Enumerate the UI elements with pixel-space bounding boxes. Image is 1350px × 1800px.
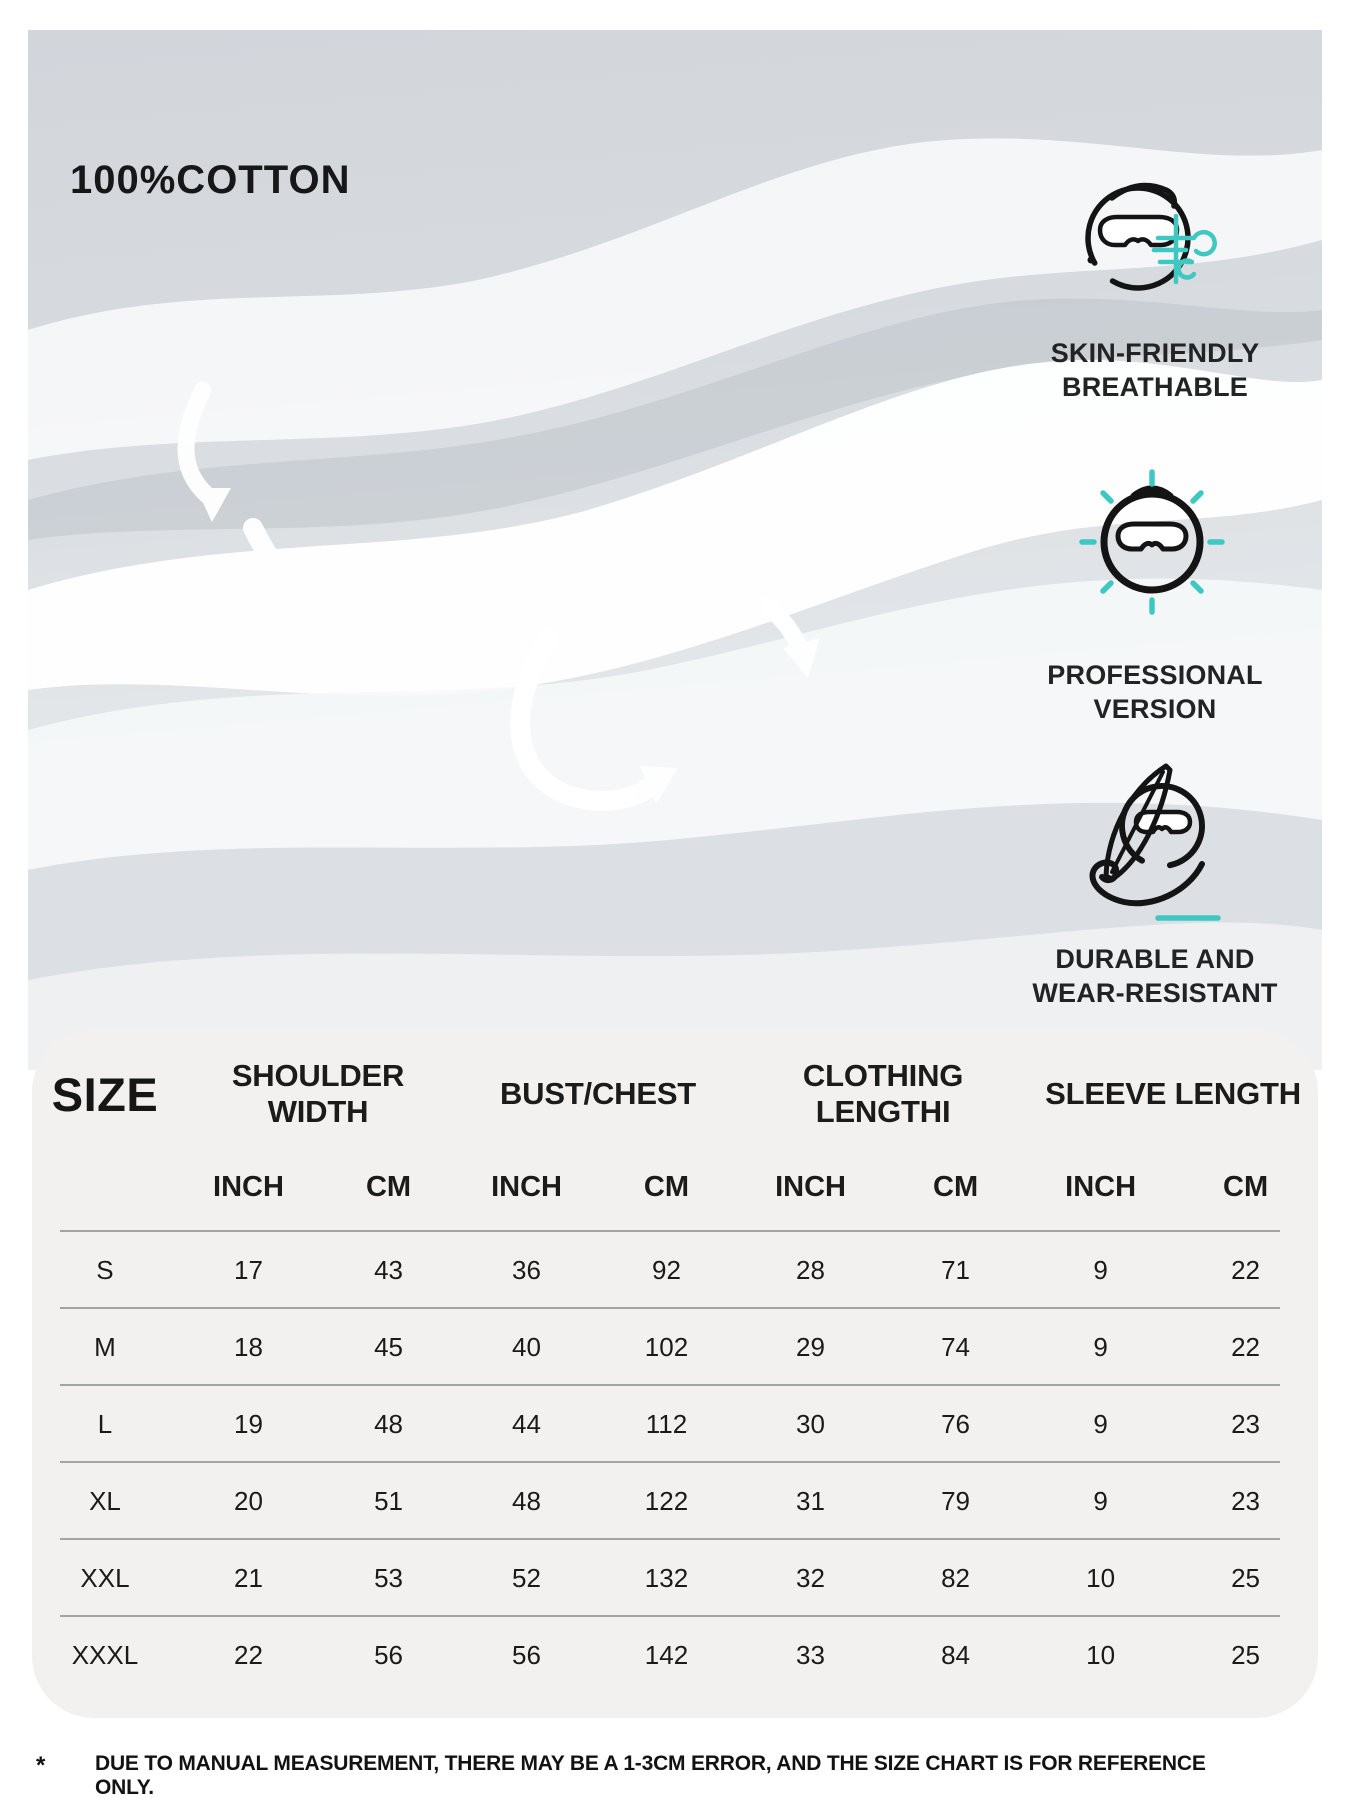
table-row: XXXL 22 56 56 142 33 84 10 25 bbox=[71, 1640, 1261, 1670]
feature-label-professional: PROFESSIONAL VERSION bbox=[1047, 660, 1263, 724]
size-table bbox=[32, 1030, 1318, 1718]
sleep-mask-durable-icon bbox=[1068, 760, 1233, 930]
table-units-row: INCH CM INCH CM INCH CM INCH CM bbox=[32, 1142, 1318, 1232]
column-group-bust-chest: BUST/CHEST bbox=[499, 1076, 697, 1111]
sleep-mask-breathable-icon bbox=[1070, 166, 1242, 316]
column-group-shoulder-width: SHOULDER WIDTH bbox=[231, 1058, 405, 1129]
page-title: 100%COTTON bbox=[70, 158, 351, 202]
size-column-title: SIZE bbox=[51, 1067, 159, 1121]
table-row: XXL 21 53 52 132 32 82 10 25 bbox=[32, 1540, 1318, 1617]
column-group-sleeve-length: SLEEVE LENGTH bbox=[1045, 1076, 1301, 1111]
table-row: XL 20 51 48 122 31 79 9 23 bbox=[32, 1463, 1318, 1540]
footnote-asterisk: * bbox=[36, 1752, 46, 1779]
table-header-row bbox=[32, 1046, 1318, 1142]
table-row: L 19 48 44 112 30 76 9 23 bbox=[32, 1386, 1318, 1463]
feature-label-durable: DURABLE AND WEAR-RESISTANT bbox=[1032, 944, 1278, 1008]
sleep-mask-professional-icon bbox=[1072, 458, 1232, 622]
footnote-text: DUE TO MANUAL MEASUREMENT, THERE MAY BE A 1-3CM ERROR, AND THE SIZE CHART IS FOR REFERENCE ONLY. bbox=[95, 1752, 1206, 1799]
column-group-clothing-length: CLOTHING LENGTHI bbox=[802, 1058, 964, 1129]
feature-label-breathable: SKIN-FRIENDLY BREATHABLE bbox=[1050, 338, 1260, 402]
table-row: M 18 45 40 102 29 74 9 22 bbox=[32, 1309, 1318, 1386]
table-row: S 17 43 36 92 28 71 9 22 bbox=[32, 1232, 1318, 1309]
